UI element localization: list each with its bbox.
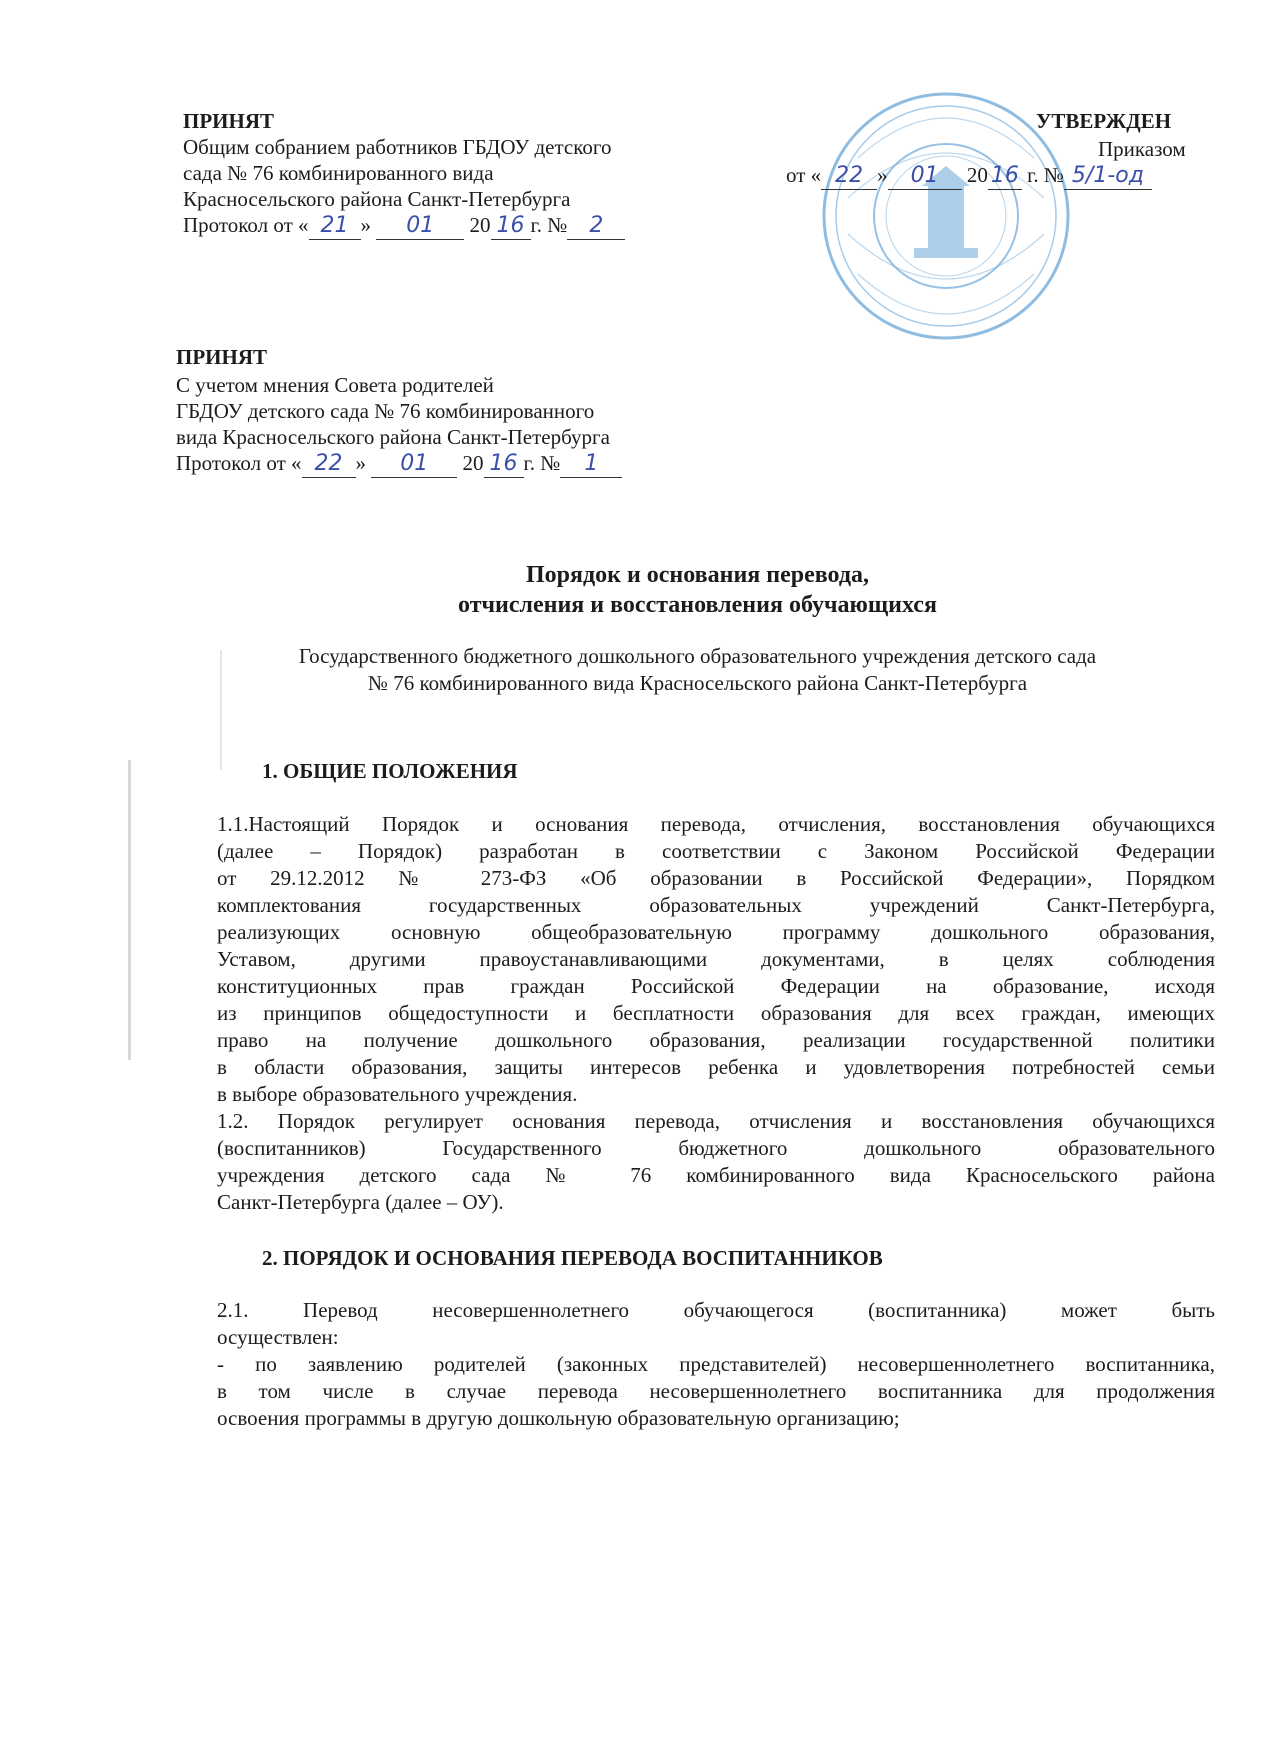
- protocol-no-prefix: г. №: [530, 213, 568, 237]
- section2-heading: 2. ПОРЯДОК И ОСНОВАНИЯ ПЕРЕВОДА ВОСПИТАННИКОВ: [262, 1246, 883, 1270]
- protocol-prefix: Протокол от «: [176, 451, 302, 475]
- paragraph-line: Уставом, другими правоустанавливающими документами, в целях соблюдения: [217, 947, 1215, 971]
- paragraph-line: право на получение дошкольного образования, реализации государственной политики: [217, 1028, 1215, 1052]
- paragraph-line: в том числе в случае перевода несовершеннолетнего воспитанника для продолжения: [217, 1379, 1215, 1403]
- order-month: 01: [888, 163, 962, 190]
- paragraph-line: конституционных прав граждан Российской Федерации на образование, исходя: [217, 974, 1215, 998]
- accepted2-line2: ГБДОУ детского сада № 76 комбинированного: [176, 399, 595, 423]
- section2-paragraph2: [217, 1351, 1215, 1432]
- accepted1-protocol: [183, 212, 625, 240]
- approved-heading: УТВЕРЖДЕН: [1036, 109, 1172, 133]
- document-title-line2: отчисления и восстановления обучающихся: [458, 592, 937, 618]
- paragraph-line: в выборе образовательного учреждения.: [217, 1082, 578, 1106]
- order-no-prefix: г. №: [1021, 163, 1064, 187]
- protocol-number: 2: [567, 213, 625, 240]
- protocol-month: 01: [376, 213, 464, 240]
- section2-paragraph1: [217, 1297, 1215, 1351]
- protocol-month: 01: [371, 451, 457, 478]
- protocol-no-prefix: г. №: [523, 451, 561, 475]
- protocol-number: 1: [560, 451, 622, 478]
- order-mid: »: [877, 163, 888, 187]
- protocol-mid: »: [360, 213, 377, 237]
- approved-line1: Приказом: [1098, 137, 1186, 161]
- section1-paragraph2: [217, 1108, 1215, 1216]
- paragraph-line: освоения программы в другую дошкольную образовательную организацию;: [217, 1406, 900, 1430]
- document-subtitle-line1: Государственного бюджетного дошкольного образовательного учреждения детского сада: [298, 644, 1097, 668]
- paragraph-line: 1.2. Порядок регулирует основания перевода, отчисления и восстановления обучающихся: [217, 1109, 1215, 1133]
- approved-order-line: [786, 162, 1152, 190]
- accepted1-line1: Общим собранием работников ГБДОУ детского: [183, 135, 612, 159]
- section1-heading: 1. ОБЩИЕ ПОЛОЖЕНИЯ: [262, 759, 518, 783]
- protocol-day: 21: [309, 213, 361, 240]
- accepted1-line3: Красносельского района Санкт-Петербурга: [183, 187, 571, 211]
- paragraph-line: из принципов общедоступности и бесплатности образования для всех граждан, имеющих: [217, 1001, 1215, 1025]
- order-year-prefix: 20: [961, 163, 988, 187]
- section1-paragraph1: [217, 811, 1215, 1108]
- protocol-year: 16: [491, 213, 531, 240]
- paragraph-line: реализующих основную общеобразовательную программу дошкольного образования,: [217, 920, 1215, 944]
- paragraph-line: от 29.12.2012 № 273-ФЗ «Об образовании в Российской Федерации», Порядком: [217, 866, 1215, 890]
- document-title-line1: Порядок и основания перевода,: [525, 562, 869, 588]
- accepted1-heading: ПРИНЯТ: [183, 109, 275, 133]
- paragraph-line: (воспитанников) Государственного бюджетного дошкольного образовательного: [217, 1136, 1215, 1160]
- accepted2-heading: ПРИНЯТ: [176, 345, 268, 369]
- accepted1-line2: сада № 76 комбинированного вида: [183, 161, 494, 185]
- protocol-mid: »: [355, 451, 372, 475]
- paragraph-line: осуществлен:: [217, 1325, 339, 1349]
- paragraph-line: (далее – Порядок) разработан в соответствии с Законом Российской Федерации: [217, 839, 1215, 863]
- accepted2-line3: вида Красносельского района Санкт-Петербурга: [176, 425, 610, 449]
- accepted2-line1: С учетом мнения Совета родителей: [176, 373, 494, 397]
- protocol-day: 22: [302, 451, 356, 478]
- protocol-year-prefix: 20: [464, 213, 491, 237]
- order-number: 5/1-од: [1064, 163, 1152, 190]
- accepted2-protocol: [176, 450, 622, 478]
- paragraph-line: учреждения детского сада № 76 комбинированного вида Красносельского района: [217, 1163, 1215, 1187]
- protocol-year: 16: [484, 451, 524, 478]
- order-day: 22: [821, 163, 877, 190]
- scan-edge-mark: [128, 760, 131, 1060]
- document-subtitle-line2: № 76 комбинированного вида Красносельского района Санкт-Петербурга: [367, 671, 1028, 695]
- paragraph-line: 2.1. Перевод несовершеннолетнего обучающегося (воспитанника) может быть: [217, 1298, 1215, 1322]
- order-prefix: от «: [786, 163, 822, 187]
- protocol-year-prefix: 20: [457, 451, 484, 475]
- paragraph-line: комплектования государственных образовательных учреждений Санкт-Петербурга,: [217, 893, 1215, 917]
- protocol-prefix: Протокол от «: [183, 213, 309, 237]
- paragraph-line: в области образования, защиты интересов ребенка и удовлетворения потребностей семьи: [217, 1055, 1215, 1079]
- paragraph-line: - по заявлению родителей (законных представителей) несовершеннолетнего воспитанника,: [217, 1352, 1215, 1376]
- paragraph-line: 1.1.Настоящий Порядок и основания перевода, отчисления, восстановления обучающихся: [217, 812, 1215, 836]
- paragraph-line: Санкт-Петербурга (далее – ОУ).: [217, 1190, 504, 1214]
- order-year: 16: [988, 163, 1022, 190]
